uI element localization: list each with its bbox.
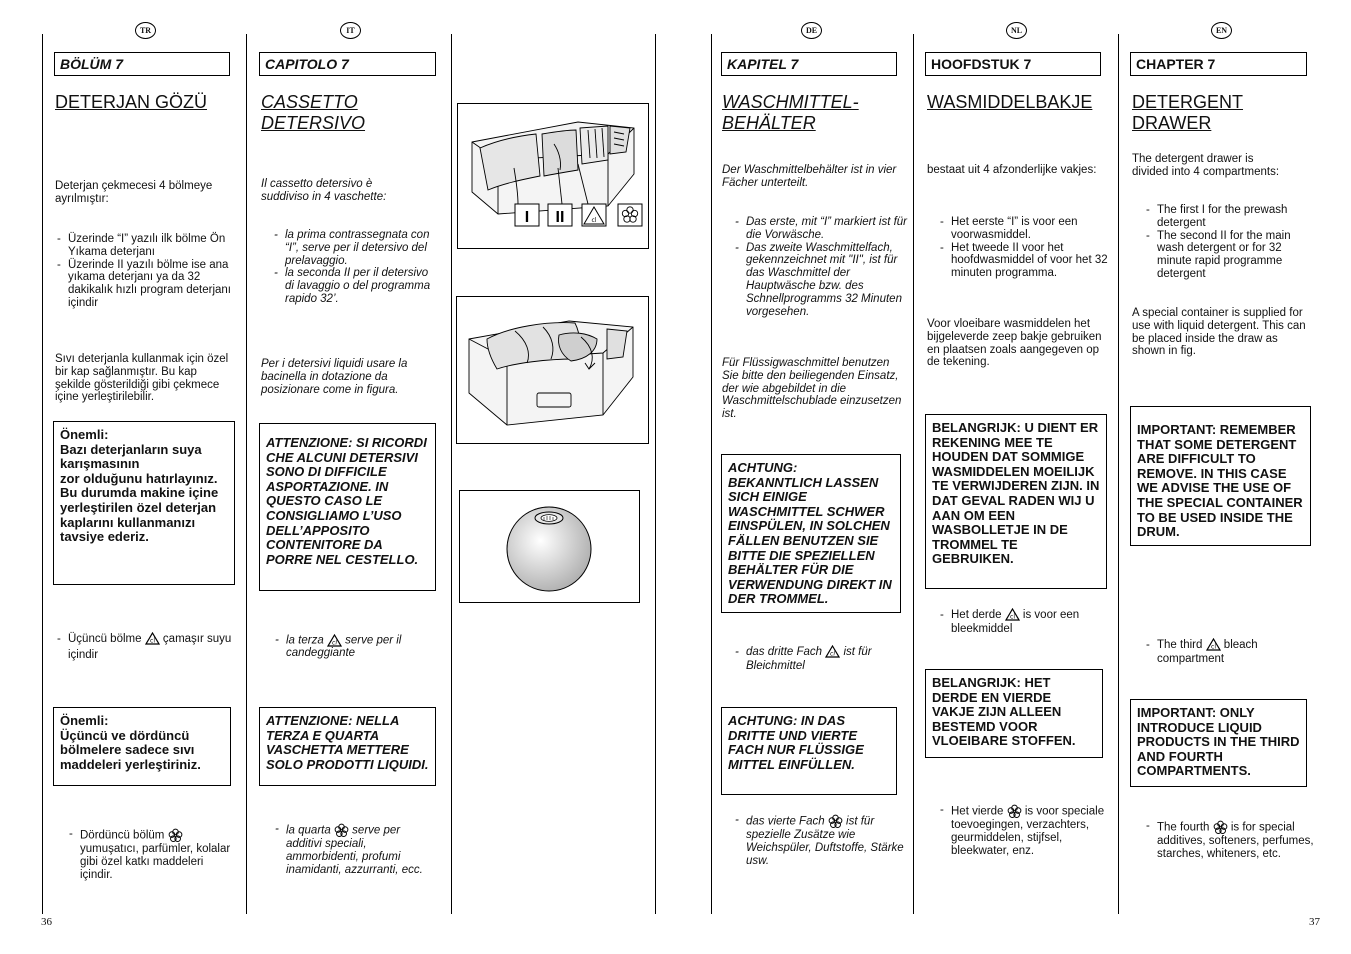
warning-line: Bazı deterjanların suya karışmasının — [60, 441, 202, 472]
warning-box-nl: BELANGRIJK: U DIENT ER REKENING MEE TE HOUDEN DAT SOMMIGE WASMIDDELEN MOEILIJK TE VERWIJDEREN ZIJN. IN DAT GEVAL RADEN WIJ U AAN OM EEN WASBOLLETJE IN DE TROMMEL TE GEBRUIKEN. — [925, 414, 1107, 589]
section-title-tr: DETERJAN GÖZÜ — [55, 92, 208, 112]
list-item — [55, 631, 235, 663]
list-item: - Üzerinde “I” yazılı ilk bölme Ön Yıkama deterjanı — [55, 233, 235, 259]
drawer-liquid-illustration — [457, 297, 648, 443]
warning-box-it-2: ATTENZIONE: NELLA TERZA E QUARTA VASCHETTA METTERE SOLO PRODOTTI LIQUIDI. — [259, 707, 436, 786]
intro-de: Der Waschmittelbehälter ist in vier Fächer unterteilt. — [722, 164, 897, 189]
compartment-list-it — [272, 229, 440, 306]
flower-icon — [1213, 820, 1228, 835]
warning-box-en-2: IMPORTANT: ONLY INTRODUCE LIQUID PRODUCTS IN THE THIRD AND FOURTH COMPARTMENTS. — [1130, 699, 1307, 787]
dosing-ball-figure — [459, 490, 640, 603]
column-divider — [711, 34, 712, 914]
language-badge-en: EN — [1211, 22, 1232, 39]
warning-box-nl-2: BELANGRIJK: HET DERDE EN VIERDE VAKJE ZIJN ALLEEN BESTEMD VOOR VLOEIBARE STOFFEN. — [925, 669, 1103, 758]
third-desc: is voor een bleekmiddel — [951, 609, 1080, 635]
section-title-it: CASSETTO DETERSIVO — [261, 92, 366, 133]
third-label: Het derde — [951, 609, 1002, 621]
language-badge-it: IT — [340, 22, 361, 39]
language-badge-tr: TR — [135, 22, 156, 39]
column-divider — [1118, 34, 1119, 914]
list-item: - The second II for the main wash detergent or for 32 minute rapid programme detergent — [1144, 230, 1314, 281]
list-item: - Das zweite Waschmittelfach, gekennzeichnet mit "II", ist für das Waschmittel der Hauptwäsche bzw. des Schnellprogramms 32 Minuten vorgesehen. — [733, 242, 908, 319]
fourth-compartment-nl — [938, 804, 1108, 857]
section-title-en: DETERGENT DRAWER — [1132, 92, 1244, 133]
svg-text:cl: cl — [331, 639, 337, 647]
liquid-note-en: A special container is supplied for use with liquid detergent. This can be placed inside the draw as shown in fig. — [1132, 307, 1306, 358]
fourth-label: Dördüncü bölüm — [80, 829, 165, 842]
language-badge-de: DE — [801, 22, 822, 39]
third-desc: serve per il candeggiante — [286, 634, 402, 660]
list-item: - la seconda II per il detersivo di lavaggio o del programma rapido 32’. — [272, 267, 440, 305]
bleach-icon — [825, 645, 840, 658]
liquid-note-de: Für Flüssigwaschmittel benutzen Sie bitte den beiliegenden Einsatz, der wie abgebildet in die Waschmittelschublade einzusetzen ist. — [722, 357, 902, 421]
fourth-compartment-tr — [67, 828, 237, 881]
intro-en: The detergent drawer is divided into 4 compartments: — [1132, 153, 1280, 178]
svg-text:cl: cl — [1009, 613, 1015, 621]
fourth-desc: is voor speciale toevoegingen, verzachters, geurmiddelen, stijfsel, bleekwater, enz. — [951, 805, 1105, 857]
svg-text:cl: cl — [591, 217, 597, 224]
section-title-de: WASCHMITTEL- BEHÄLTER — [722, 92, 859, 133]
compartment-list-nl — [938, 216, 1108, 280]
column-divider — [913, 34, 914, 914]
third-compartment-nl — [938, 608, 1108, 636]
flower-icon — [828, 814, 843, 829]
third-label: Üçüncü bölme — [68, 633, 142, 645]
fourth-desc: serve per additivi speciali, ammorbidenti, profumi inamidanti, azzurranti, ecc. — [286, 824, 423, 876]
compartment-list-tr — [55, 233, 235, 310]
fourth-desc: yumuşatıcı, parfümler, kolalar gibi özel katkı maddeleri içindir. — [80, 843, 231, 881]
fourth-label: das vierte Fach — [746, 815, 825, 828]
list-item — [733, 814, 905, 867]
fourth-label: The fourth — [1157, 821, 1210, 834]
intro-nl: bestaat uit 4 afzonderlijke vakjes: — [927, 164, 1097, 176]
fourth-desc: is for special additives, softeners, perfumes, starches, whiteners, etc. — [1157, 821, 1314, 860]
third-compartment-tr — [55, 631, 235, 663]
list-item: - The first I for the prewash detergent — [1144, 204, 1314, 230]
list-item — [1144, 638, 1314, 666]
fourth-compartment-de — [733, 814, 905, 867]
flower-icon — [334, 823, 349, 838]
liquid-note-it: Per i detersivi liquidi usare la bacinella in dotazione da posizionare come in figura. — [261, 358, 408, 396]
list-item — [67, 828, 237, 881]
bleach-icon — [1005, 608, 1020, 621]
bleach-icon — [145, 632, 160, 645]
third-compartment-en — [1144, 638, 1314, 666]
bleach-icon — [1206, 638, 1221, 651]
third-desc: ist für Bleichmittel — [746, 646, 872, 672]
list-item — [733, 645, 905, 673]
third-label: das dritte Fach — [746, 646, 823, 658]
list-item: - Üzerinde II yazılı bölme ise ana yıkama deterjanı ya da 32 dakikalık hızlı program deterjanı içindir — [55, 259, 235, 310]
warning-line: zor olduğunu hatırlayınız. — [60, 470, 218, 486]
liquid-note-nl: Voor vloeibare wasmiddelen het bijgeleverde zeep bakje gebruiken en plaatsen zoals aangegeven op de tekening. — [927, 318, 1102, 369]
column-divider — [42, 34, 43, 914]
fourth-label: la quarta — [286, 824, 331, 837]
list-item: - la prima contrassegnata con “I”, serve per il detersivo del prelavaggio. — [272, 229, 440, 267]
bleach-icon — [327, 634, 342, 647]
chapter-heading-de: KAPITEL 7 — [721, 52, 897, 76]
svg-text:cl: cl — [149, 637, 155, 645]
warning-box-tr-2 — [53, 707, 231, 786]
fourth-compartment-en — [1144, 820, 1314, 861]
language-badge-nl: NL — [1006, 22, 1027, 39]
compartment-list-de — [733, 216, 908, 318]
list-item — [938, 804, 1108, 857]
compartment-ii-label: II — [555, 209, 565, 226]
section-title-nl: WASMIDDELBAKJE — [927, 92, 1093, 112]
list-item — [938, 608, 1108, 636]
list-item: - Het eerste “I” is voor een voorwasmiddel. — [938, 216, 1108, 242]
warning-box-de-2: ACHTUNG: IN DAS DRITTE UND VIERTE FACH NUR FLÜSSIGE MITTEL EINFÜLLEN. — [721, 707, 897, 795]
warning-line: Üçüncü ve dördüncü bölmelere sadece sıvı maddeleri yerleştiriniz. — [60, 727, 201, 772]
third-desc: çamaşır suyu içindir — [68, 633, 232, 661]
column-divider — [246, 34, 247, 914]
intro-it: Il cassetto detersivo è suddiviso in 4 vaschette: — [261, 178, 387, 203]
list-item: - Das erste, mit “I” markiert ist für die Vorwäsche. — [733, 216, 908, 242]
warning-line: Önemli: — [60, 427, 109, 442]
warning-box-tr — [53, 421, 235, 585]
page-number-right: 37 — [1309, 916, 1320, 928]
liquid-note-tr: Sıvı deterjanla kullanmak için özel bir kap sağlanmıştır. Bu kap şekilde gösterildiği gibi çekmece içine yerleştirilebilir. — [55, 353, 229, 404]
third-label: la terza — [286, 634, 324, 647]
third-desc: bleach compartment — [1157, 639, 1258, 665]
fourth-compartment-it — [273, 823, 439, 876]
chapter-heading-it: CAPITOLO 7 — [259, 52, 436, 76]
list-item — [273, 634, 439, 660]
compartment-i-label: I — [524, 209, 530, 226]
drawer-illustration — [458, 104, 648, 248]
list-item: - Het tweede II voor het hoofdwasmiddel of voor het 32 minuten programma. — [938, 242, 1108, 280]
flower-icon — [1007, 804, 1022, 819]
drawer-compartments-figure — [457, 103, 649, 249]
chapter-heading-nl: HOOFDSTUK 7 — [925, 52, 1101, 76]
third-compartment-de — [733, 645, 905, 673]
warning-box-it: ATTENZIONE: SI RICORDI CHE ALCUNI DETERSIVI SONO DI DIFFICILE ASPORTAZIONE. IN QUESTO CASO LE CONSIGLIAMO L’USO DELL’APPOSITO CONTENITORE DA PORRE NEL CESTELLO. — [259, 423, 436, 591]
list-item — [273, 823, 439, 876]
warning-box-de: ACHTUNG: BEKANNTLICH LASSEN SICH EINIGE WASCHMITTEL SCHWER EINSPÜLEN, IN SOLCHEN FÄLLEN BENUTZEN SIE BITTE DIE SPEZIELLEN BEHÄLTER FÜR DIE VERWENDUNG DIREKT IN DER TROMMEL. — [721, 454, 901, 613]
dosing-ball-illustration — [460, 491, 639, 602]
column-divider — [655, 34, 656, 914]
fourth-label: Het vierde — [951, 805, 1004, 818]
liquid-container-figure — [456, 296, 649, 444]
warning-line: Önemli: — [60, 713, 109, 728]
chapter-heading-tr: BÖLÜM 7 — [54, 52, 230, 76]
svg-text:cl: cl — [1210, 643, 1216, 651]
intro-tr: Deterjan çekmecesi 4 bölmeye ayrılmıştır: — [55, 180, 213, 205]
compartment-list-en — [1144, 204, 1314, 281]
fourth-desc: ist für spezielle Zusätze wie Weichspüler, Duftstoffe, Stärke usw. — [746, 815, 904, 867]
column-divider — [451, 34, 452, 914]
third-compartment-it — [273, 634, 439, 660]
warning-box-en: IMPORTANT: REMEMBER THAT SOME DETERGENT ARE DIFFICULT TO REMOVE. IN THIS CASE WE ADVISE THE USE OF THE SPECIAL CONTAINER TO BE USED INSIDE THE DRUM. — [1130, 406, 1311, 546]
flower-icon — [168, 828, 183, 843]
page-number-left: 36 — [41, 916, 52, 928]
warning-line: Bu durumda makine içine yerleştirilen özel deterjan kaplarını kullanmanızı tavsiye ederiz. — [60, 485, 219, 545]
third-label: The third — [1157, 639, 1203, 651]
list-item — [1144, 820, 1314, 861]
svg-text:cl: cl — [830, 650, 836, 658]
chapter-heading-en: CHAPTER 7 — [1130, 52, 1307, 76]
